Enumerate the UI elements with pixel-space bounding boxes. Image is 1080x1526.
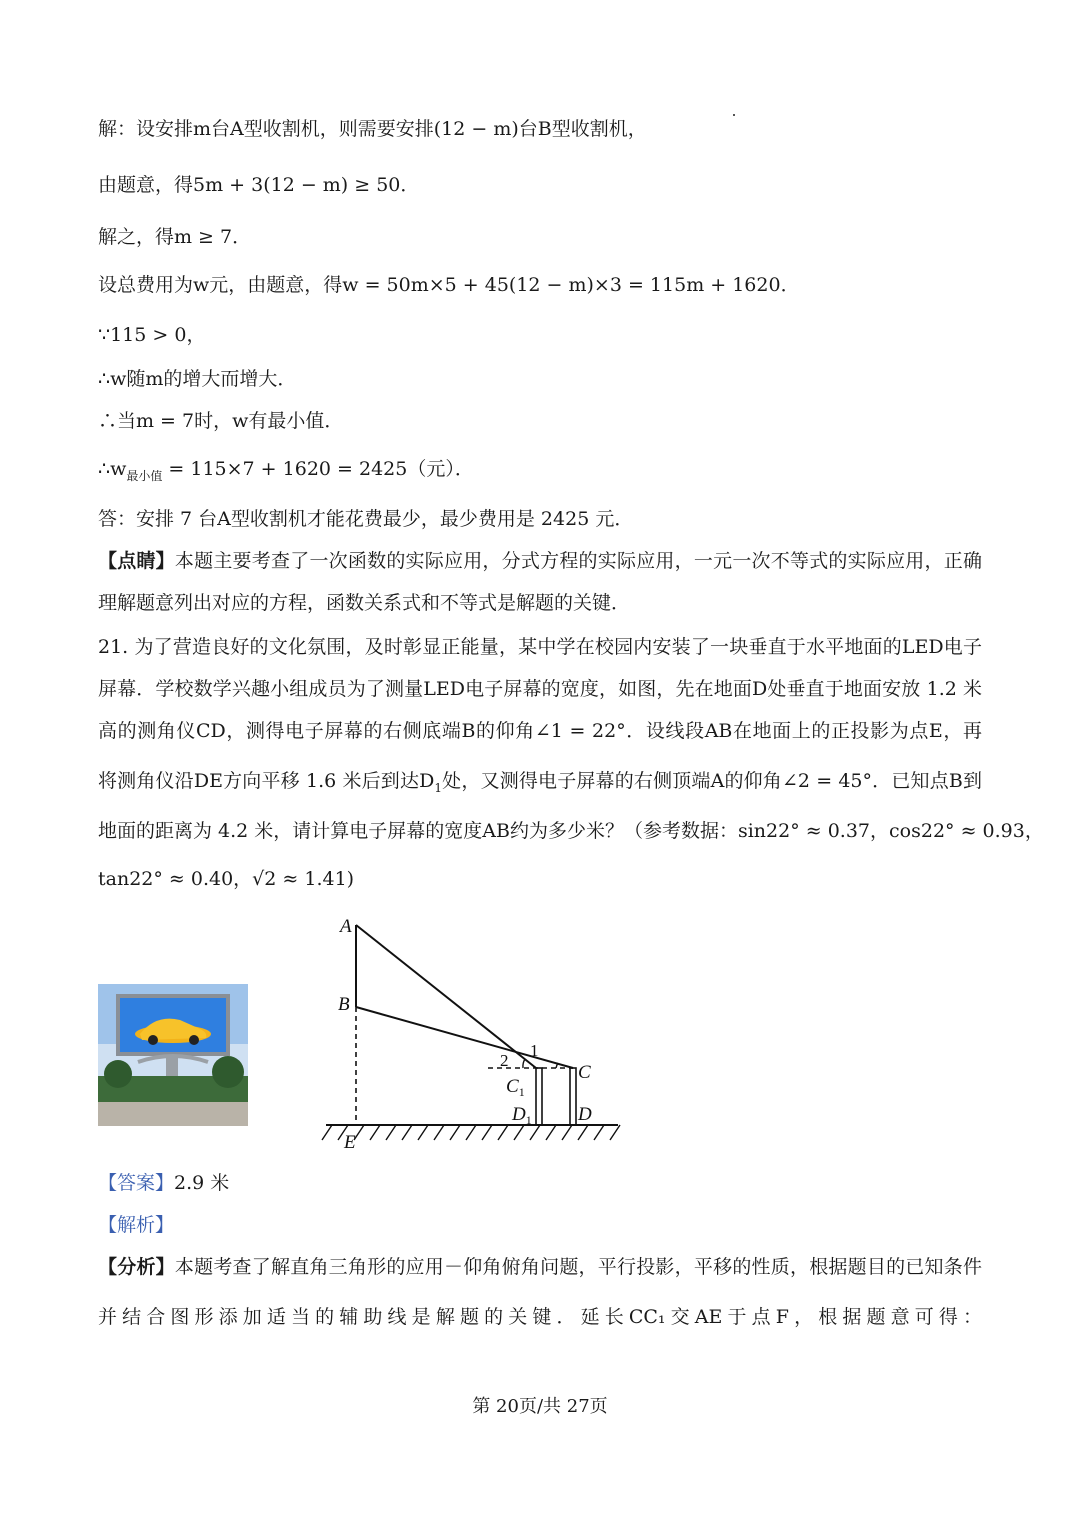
geometry-svg: [318, 910, 628, 1160]
label-c1-letter: C: [506, 1076, 519, 1097]
label-d1-sub: 1: [525, 1113, 532, 1127]
led-photo-illustration: [98, 984, 248, 1126]
solution-line-8: [98, 456, 474, 489]
solution-line-5: ∵115 > 0，: [98, 324, 206, 346]
led-screen-photo: [98, 984, 248, 1126]
page-footer: 第 20页/共 27页: [472, 1396, 608, 1417]
comment-line-2: 理解题意列出对应的方程，函数关系式和不等式是解题的关键．: [98, 592, 631, 614]
label-c1: [506, 1076, 525, 1099]
d1-subscript: 1: [434, 780, 443, 795]
solution-line-2: 由题意，得5m + 3(12 − m) ≥ 50．: [98, 174, 420, 196]
comment-text-1: 本题主要考查了一次函数的实际应用，分式方程的实际应用，一元一次不等式的实际应用，正确: [174, 550, 982, 572]
label-c1-sub: 1: [518, 1085, 525, 1099]
analysis-fenxi-tag: 【分析】: [98, 1256, 175, 1278]
solution-line-3: 解之，得m ≥ 7．: [98, 226, 252, 248]
solution-line-7: ∴当m = 7时，w有最小值．: [98, 410, 344, 432]
sight-line-a: [356, 925, 536, 1068]
analysis-text-1: 本题考查了解直角三角形的应用－仰角俯角问题，平行投影，平移的性质，根据题目的已知条件: [174, 1256, 982, 1278]
angle-2-arc: [523, 1059, 525, 1068]
label-e: E: [344, 1132, 356, 1153]
problem-line-2: 屏幕．学校数学兴趣小组成员为了测量LED电子屏幕的宽度，如图，先在地面D处垂直于地面安放 1.2 米: [98, 678, 982, 700]
label-d: D: [578, 1104, 592, 1125]
min-w-prefix: ∴w: [98, 458, 127, 480]
comment-line-1: [98, 548, 982, 574]
label-d1-letter: D: [512, 1104, 526, 1125]
problem-line-4-post: 处，又测得电子屏幕的右侧顶端A的仰角∠2 = 45°．已知点B到: [442, 770, 982, 792]
label-a: A: [340, 916, 352, 937]
stray-dot: [733, 114, 735, 116]
geometry-figure: [318, 910, 628, 1160]
label-angle-1: 1: [530, 1041, 539, 1060]
solution-line-6: ∴w随m的增大而增大．: [98, 368, 297, 390]
answer-line: [98, 1170, 229, 1196]
instrument-c1d1: [536, 1068, 542, 1125]
min-w-subscript: 最小值: [126, 468, 163, 483]
problem-line-5: 地面的距离为 4.2 米，请计算电子屏幕的宽度AB约为多少米？（参考数据：sin22° ≈ 0.37，cos22° ≈ 0.93，: [98, 820, 1044, 842]
problem-line-6: tan22° ≈ 0.40，√2 ≈ 1.41): [98, 868, 355, 890]
problem-line-3: 高的测角仪CD，测得电子屏幕的右侧底端B的仰角∠1 = 22°．设线段AB在地面上的正投影为点E，再: [98, 720, 982, 742]
label-d1: [511, 1104, 532, 1127]
min-w-value: = 115×7 + 1620 = 2425（元）．: [162, 458, 474, 480]
ground-hatching: [322, 1125, 620, 1140]
problem-line-4-pre: 将测角仪沿DE方向平移 1.6 米后到达D: [98, 770, 435, 792]
label-angle-2: 2: [500, 1051, 509, 1070]
label-c: C: [578, 1062, 591, 1083]
instrument-cd: [570, 1068, 576, 1125]
comment-tag: 【点睛】: [98, 550, 175, 572]
solution-line-4: 设总费用为w元，由题意，得w = 50m×5 + 45(12 − m)×3 = 115m + 1620．: [98, 274, 800, 296]
label-b: B: [338, 994, 350, 1015]
answer-tag: 【答案】: [98, 1172, 175, 1194]
analysis-tag: 【解析】: [98, 1214, 175, 1236]
solution-answer-line: 答：安排 7 台A型收割机才能花费最少，最少费用是 2425 元．: [98, 508, 634, 530]
problem-line-4: [98, 768, 982, 801]
analysis-line-2: 并结合图形添加适当的辅助线是解题的关键．延长CC₁交AE于点F，根据题意可得：: [98, 1306, 982, 1328]
solution-line-1: 解：设安排m台A型收割机，则需要安排(12 − m)台B型收割机，: [98, 118, 647, 140]
problem-line-1: 21. 为了营造良好的文化氛围，及时彰显正能量，某中学在校园内安装了一块垂直于水平地面的LED电子: [98, 636, 982, 658]
sight-line-b: [356, 1007, 573, 1068]
analysis-line-1: [98, 1254, 982, 1280]
analysis-header: [98, 1212, 174, 1238]
answer-value: 2.9 米: [174, 1172, 230, 1194]
